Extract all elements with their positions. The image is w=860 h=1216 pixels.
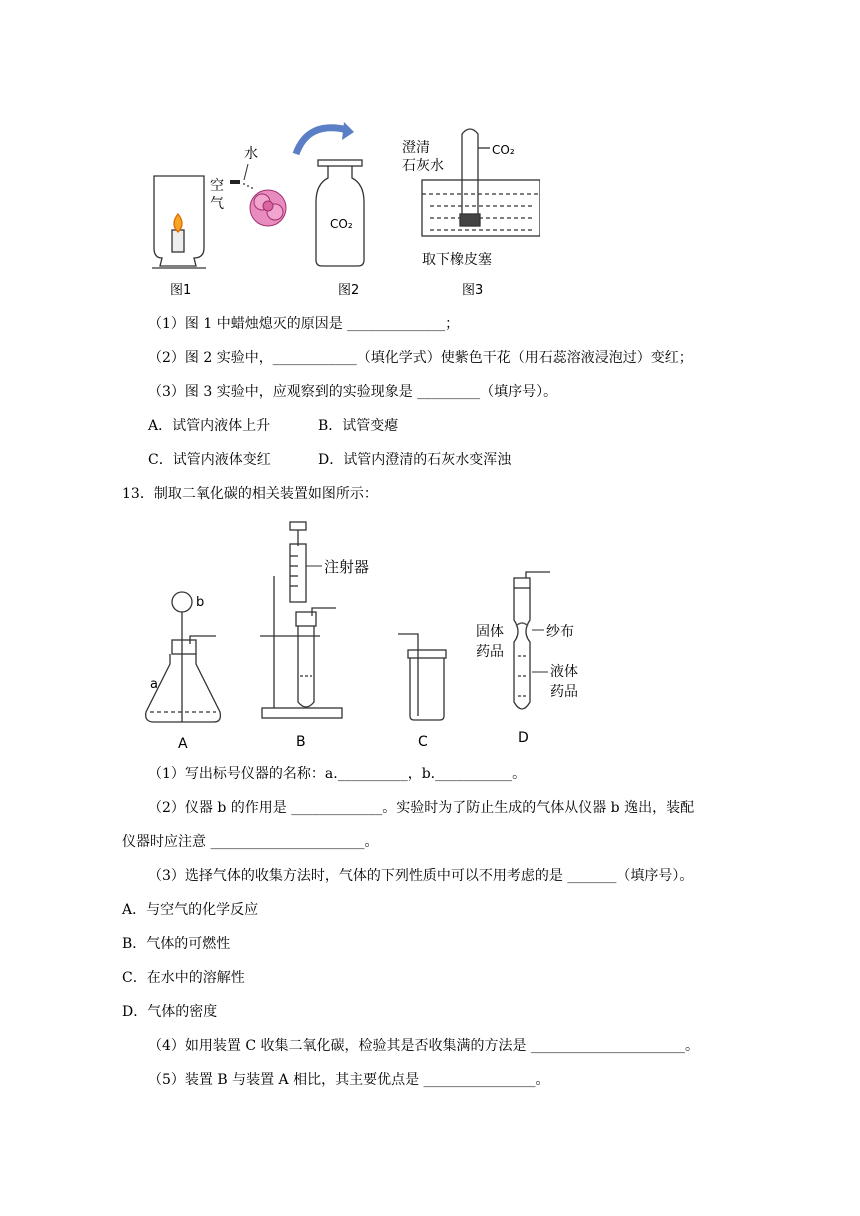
q13-option-c: C．在水中的溶解性: [122, 970, 245, 986]
apparatus-b: [260, 522, 342, 718]
fig3-limewater-label-2: 石灰水: [402, 158, 444, 174]
fig2-caption: 图2: [338, 283, 360, 298]
fig2-gas-bottle: [316, 160, 364, 266]
q13-line4: （4）如用装置 C 收集二氧化碳，检验其是否收集满的方法是 ______________________。: [148, 1038, 699, 1054]
q13-option-b: B．气体的可燃性: [122, 936, 231, 952]
q13-line1: （1）写出标号仪器的名称：a.__________，b.___________。: [148, 766, 527, 782]
fig3-limewater-label-1: 澄清: [402, 140, 430, 156]
gauze-label: 纱布: [546, 624, 574, 640]
q12-option-b: B．试管变瘪: [318, 418, 399, 434]
caption-a: A: [178, 736, 188, 752]
fig3-caption: 图3: [462, 283, 484, 298]
liquid-label-1: 液体: [550, 664, 578, 680]
q13-line2: （2）仪器 b 的作用是 _____________。实验时为了防止生成的气体从仪器 b 逸出，装配: [148, 800, 695, 816]
solid-label-1: 固体: [476, 624, 504, 640]
caption-d: D: [518, 730, 529, 746]
pour-arrow-icon: [296, 128, 348, 154]
q12-line3: （3）图 3 实验中，应观察到的实验现象是 _________（填序号）。: [148, 384, 558, 400]
fig2-gas-label: CO₂: [330, 217, 353, 231]
q12-option-a: A．试管内液体上升: [148, 418, 271, 434]
q13-option-d: D．气体的密度: [122, 1004, 218, 1020]
fig3-trough: [422, 129, 540, 236]
liquid-label-2: 药品: [550, 684, 578, 700]
fig3-gas-label: CO₂: [492, 143, 515, 157]
q12-line1: （1）图 1 中蜡烛熄灭的原因是 ______________；: [148, 316, 460, 332]
q13-line3: （3）选择气体的收集方法时，气体的下列性质中可以不用考虑的是 _______（填序号）。: [148, 868, 694, 884]
fig2-water-label: 水: [244, 146, 258, 162]
label-a: a: [150, 677, 158, 692]
fig1-caption: 图1: [170, 283, 192, 298]
label-b: b: [196, 595, 205, 610]
apparatus-c: [398, 634, 446, 720]
apparatus-a: [146, 592, 221, 722]
fig1-air-label-1: 空: [210, 178, 224, 194]
q12-line2: （2）图 2 实验中，____________（填化学式）使紫色干花（用石蕊溶液浸泡过）变红；: [148, 350, 693, 366]
q13-option-a: A．与空气的化学反应: [122, 902, 259, 918]
experiment-figures-top: [140, 118, 540, 300]
co2-apparatus-figure: [140, 516, 600, 752]
apparatus-d: [514, 572, 550, 709]
q13-line5: （5）装置 B 与装置 A 相比，其主要优点是 ________________。: [148, 1072, 550, 1088]
caption-b: B: [296, 734, 306, 750]
fig3-stopper-label: 取下橡皮塞: [422, 252, 492, 268]
syringe-label: 注射器: [324, 558, 370, 576]
fig1-candle-bottle: [152, 176, 206, 268]
flower-icon: [250, 190, 286, 226]
water-spray-icon: [230, 164, 253, 189]
solid-label-2: 药品: [476, 644, 504, 660]
fig1-air-label-2: 气: [210, 196, 224, 212]
q13-line2b: 仪器时应注意 ______________________。: [122, 834, 379, 850]
q12-option-c: C．试管内液体变红: [148, 452, 271, 468]
q13-title: 13．制取二氧化碳的相关装置如图所示：: [122, 486, 378, 502]
q12-option-d: D．试管内澄清的石灰水变浑浊: [318, 452, 512, 468]
caption-c: C: [418, 734, 428, 750]
